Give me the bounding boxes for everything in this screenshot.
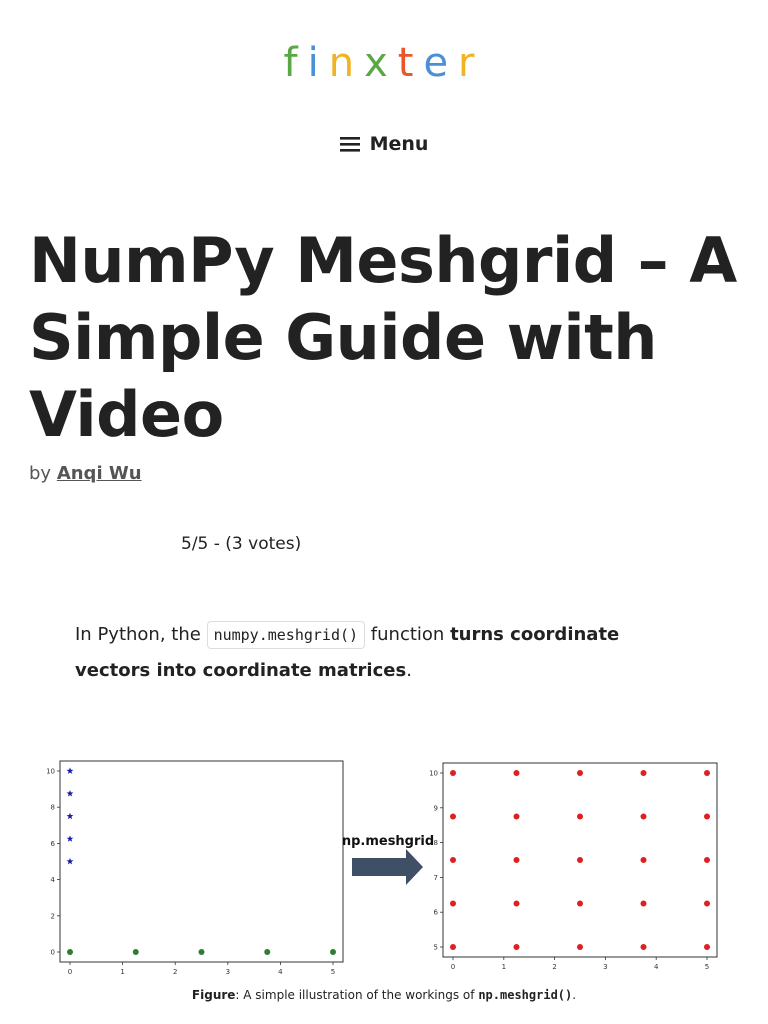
data-point — [704, 857, 710, 863]
hamburger-icon — [340, 136, 360, 152]
y-tick-label: 5 — [433, 943, 438, 952]
data-point — [514, 944, 520, 950]
intro-prefix: In Python, the — [75, 624, 201, 645]
y-tick-label: 7 — [433, 873, 438, 882]
data-point — [264, 949, 270, 955]
intro-paragraph — [75, 617, 695, 689]
y-tick-label: 2 — [50, 912, 55, 921]
intro-middle: function — [370, 624, 445, 645]
data-point — [514, 857, 520, 863]
data-point — [641, 814, 647, 820]
data-point — [450, 944, 456, 950]
intro-bold: turns coordinate vectors into coordinate matrices — [75, 624, 620, 681]
chart-before — [46, 761, 343, 976]
logo-letter: n — [328, 40, 365, 86]
logo-letter: r — [458, 40, 485, 86]
caption-end: . — [572, 988, 577, 1002]
y-tick-label: 6 — [433, 908, 438, 917]
data-point — [641, 901, 647, 907]
data-point — [577, 814, 583, 820]
data-point — [641, 770, 647, 776]
data-point — [704, 770, 710, 776]
x-tick-label: 5 — [330, 968, 336, 976]
logo-letter: e — [423, 40, 459, 86]
logo-letter: i — [307, 40, 329, 86]
page-title: NumPy Meshgrid – A Simple Guide with Video — [29, 224, 737, 451]
x-tick-label: 4 — [278, 968, 283, 976]
inline-code: numpy.meshgrid() — [207, 621, 366, 649]
x-tick-label: 2 — [552, 963, 557, 971]
y-tick-label: 10 — [429, 769, 438, 778]
x-tick-label: 5 — [704, 963, 710, 971]
logo-letter: x — [364, 40, 398, 86]
menu-label: Menu — [369, 133, 429, 155]
figure-svg — [30, 745, 740, 980]
data-point — [450, 901, 456, 907]
caption-label: Figure — [191, 988, 236, 1002]
data-point — [330, 949, 336, 955]
arrow-icon — [352, 849, 423, 885]
menu-button[interactable] — [0, 133, 768, 155]
x-tick-label: 1 — [120, 968, 125, 976]
caption-text: : A simple illustration of the workings of — [235, 988, 475, 1002]
author-link[interactable]: Anqi Wu — [56, 463, 142, 484]
data-point — [704, 814, 710, 820]
chart-after — [429, 763, 717, 971]
y-tick-label: 10 — [46, 767, 55, 776]
x-tick-label: 3 — [225, 968, 231, 976]
data-point — [514, 901, 520, 907]
x-tick-label: 3 — [603, 963, 608, 971]
data-point — [133, 949, 139, 955]
byline — [29, 463, 142, 484]
logo-letter: f — [283, 40, 308, 86]
meshgrid-figure — [30, 745, 740, 984]
arrow-label: np.meshgrid — [341, 834, 435, 849]
y-tick-label: 9 — [433, 804, 438, 813]
y-tick-label: 4 — [50, 876, 55, 885]
data-point — [577, 770, 583, 776]
data-point — [704, 944, 710, 950]
meshgrid-arrow — [342, 834, 434, 885]
plot-frame — [60, 761, 343, 962]
y-tick-label: 8 — [433, 839, 438, 848]
x-tick-label: 2 — [172, 968, 178, 976]
x-tick-label: 4 — [653, 963, 659, 971]
data-point — [450, 814, 456, 820]
byline-prefix: by — [29, 463, 52, 484]
data-point — [514, 770, 520, 776]
data-point — [641, 944, 647, 950]
x-tick-label: 0 — [450, 963, 456, 971]
data-point — [67, 949, 73, 955]
figure-caption — [0, 988, 768, 1002]
y-tick-label: 6 — [50, 839, 55, 848]
data-point — [577, 857, 583, 863]
finxter-logo[interactable] — [0, 40, 768, 86]
logo-letter: t — [397, 40, 424, 86]
data-point — [199, 949, 205, 955]
x-tick-label: 0 — [67, 968, 73, 976]
data-point — [577, 901, 583, 907]
data-point — [514, 814, 520, 820]
data-point — [450, 770, 456, 776]
data-point — [577, 944, 583, 950]
rating-text: 5/5 - (3 votes) — [181, 534, 302, 554]
intro-suffix: . — [406, 660, 412, 681]
y-tick-label: 0 — [50, 948, 55, 957]
data-point — [641, 857, 647, 863]
caption-code: np.meshgrid() — [478, 988, 573, 1002]
data-point — [704, 901, 710, 907]
data-point — [450, 857, 456, 863]
x-tick-label: 1 — [501, 963, 507, 971]
y-tick-label: 8 — [50, 803, 55, 812]
